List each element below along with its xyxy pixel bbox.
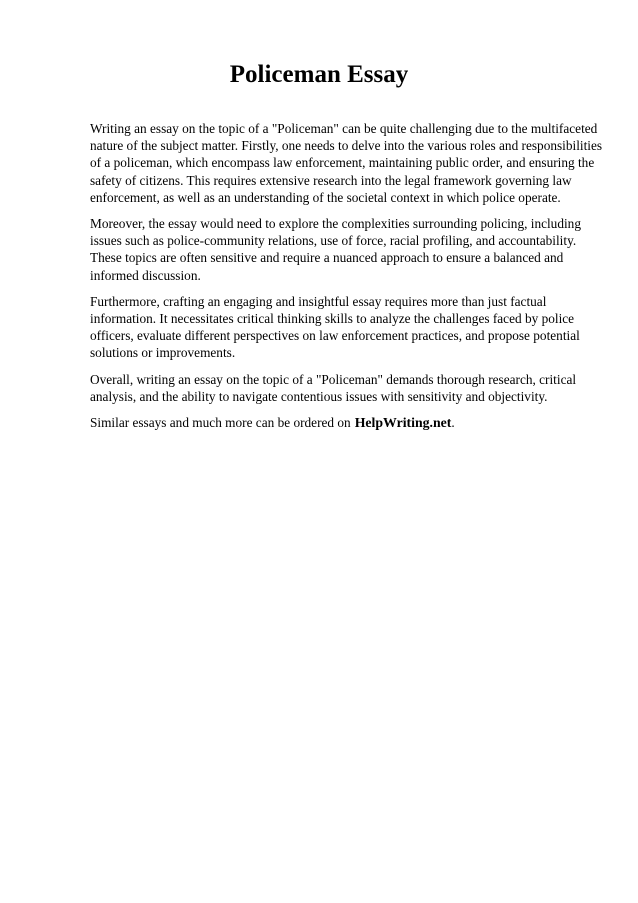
paragraph-1: Writing an essay on the topic of a "Policeman" can be quite challenging due to the multifaceted nature of the subject matter. Firstly, one needs to delve into the various roles and responsibilities of a policeman, which encompass law enforcement, maintaining public order, and ensuring the safety of citizens. This requires extensive research into the legal framework governing law enforcement, as well as an understanding of the societal context in which police operate. bbox=[90, 121, 603, 205]
paragraph-4: Overall, writing an essay on the topic of a "Policeman" demands thorough research, critical analysis, and the ability to navigate contentious issues with sensitivity and objectivity. bbox=[90, 371, 577, 404]
footer-line bbox=[90, 414, 610, 431]
paragraph-2: Moreover, the essay would need to explore the complexities surrounding policing, including issues such as police-community relations, use of force, racial profiling, and accountability. These topics are often sensitive and require a nuanced approach to ensure a balanced and informed discussion. bbox=[90, 216, 581, 283]
essay-body bbox=[90, 120, 610, 440]
paragraph-3: Furthermore, crafting an engaging and insightful essay requires more than just factual information. It necessitates critical thinking skills to analyze the challenges faced by police officers, evaluate different perspectives on law enforcement practices, and propose potential solutions or improvements. bbox=[90, 293, 580, 361]
footer-suffix: . bbox=[451, 415, 455, 431]
page-title: Policeman Essay bbox=[229, 61, 409, 88]
helpwriting-link[interactable]: HelpWriting.net bbox=[354, 415, 452, 431]
footer-text: Similar essays and much more can be ordered on bbox=[90, 415, 351, 431]
